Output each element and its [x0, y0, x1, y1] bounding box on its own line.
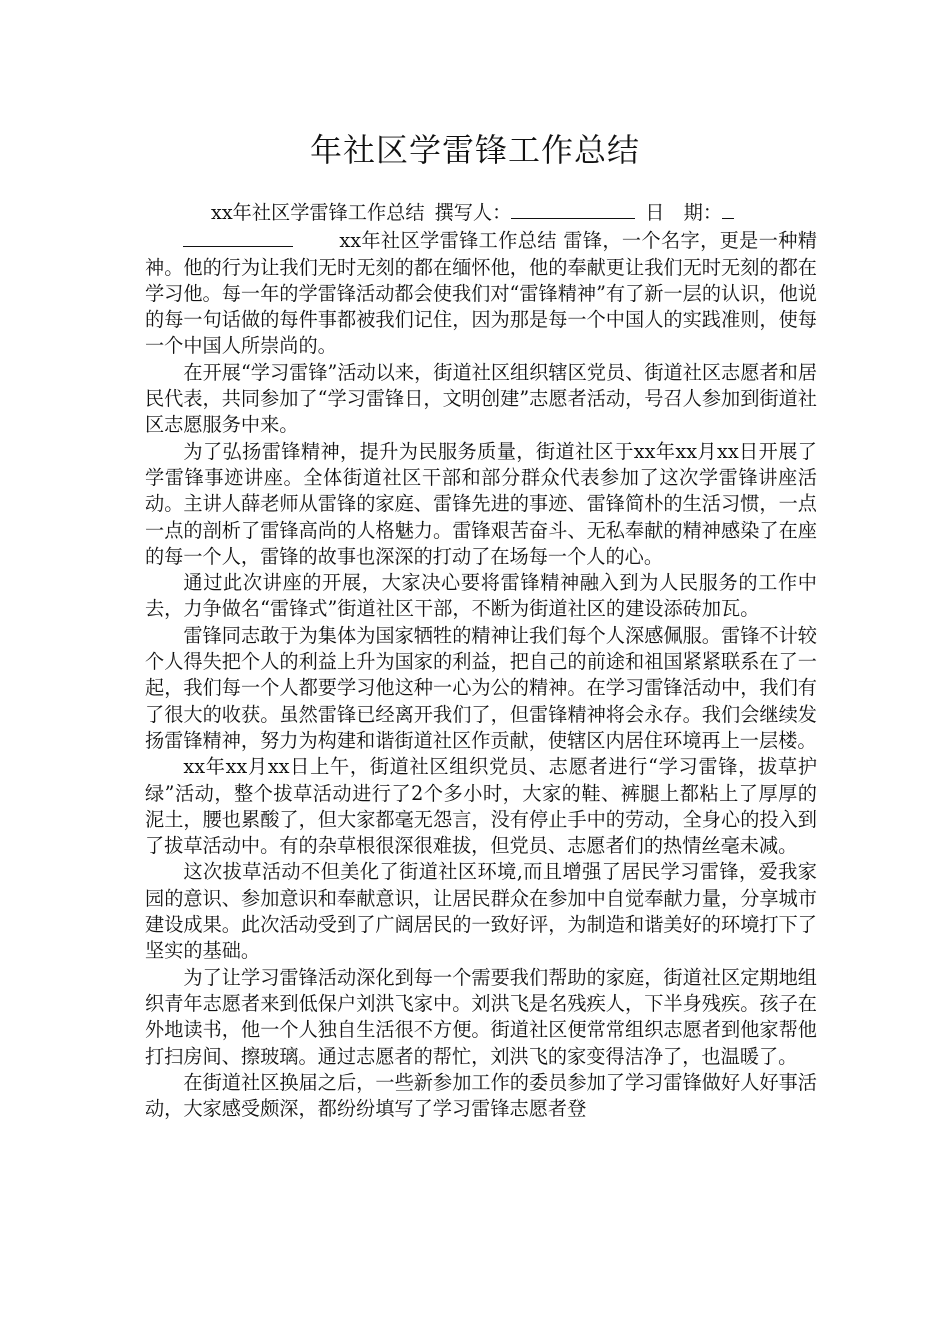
header-subtitle: xx年社区学雷锋工作总结: [211, 201, 425, 224]
document-title: 年社区学雷锋工作总结: [309, 131, 640, 169]
paragraph-8: 为了让学习雷锋活动深化到每一个需要我们帮助的家庭，街道社区定期地组织青年志愿者来到低保户刘洪飞家中。刘洪飞是名残疾人，下半身残疾。孩子在外地读书，他一个人独自生活很不方便。街道社区便常常组织志愿者到他家帮他打扫房间、擦玻璃。通过志愿者的帮忙，刘洪飞的家变得洁净了，也温暖了。: [145, 965, 817, 1068]
author-blank: [511, 198, 635, 219]
paragraph-2: 在开展“学习雷锋”活动以来，街道社区组织辖区党员、街道社区志愿者和居民代表，共同参加了“学习雷锋日，文明创建”志愿者活动，号召人参加到街道社区志愿服务中来。: [145, 360, 818, 437]
paragraph-7: 这次拔草活动不但美化了街道社区环境,而且增强了居民学习雷锋，爱我家园的意识、参加意识和奉献意识，让居民群众在参加中自觉奉献力量，分享城市建设成果。此次活动受到了广阔居民的一致好评，为制造和谐美好的环境打下了坚实的基础。: [145, 860, 817, 963]
paragraph-5: 雷锋同志敢于为集体为国家牺牲的精神让我们每个人深感佩服。雷锋不计较个人得失把个人的利益上升为国家的利益，把自己的前途和祖国紧紧联系在了一起，我们每一个人都要学习他这种一心为公的精神。在学习雷锋活动中，我们有了很大的收获。虽然雷锋已经离开我们了，但雷锋精神将会永存。我们会继续发扬雷锋精神，努力为构建和谐街道社区作贡献，使辖区内居住环境再上一层楼。: [145, 623, 817, 752]
date-label: 日 期：: [645, 201, 723, 224]
paragraph-1: xx年社区学雷锋工作总结 雷锋，一个名字，更是一种精神。他的行为让我们无时无刻的都在缅怀他，他的奉献更让我们无时无刻的都在学习他。每一年的学雷锋活动都会使我们对“雷锋精神”有了新一层的认识，他说的每一句话做的每件事都被我们记住，因为那是每一个中国人的实践准则，使每一个中国人所崇尚的。: [145, 226, 817, 359]
date-blank-continued: [183, 226, 293, 247]
paragraph-9: 在街道社区换届之后，一些新参加工作的委员参加了学习雷锋做好人好事活动，大家感受颇深，都纷纷填写了学习雷锋志愿者登: [145, 1070, 817, 1121]
paragraph-3: 为了弘扬雷锋精神，提升为民服务质量，街道社区于xx年xx月xx日开展了学雷锋事迹讲座。全体街道社区干部和部分群众代表参加了这次学雷锋讲座活动。主讲人薛老师从雷锋的家庭、雷锋先进的事迹、雷锋简朴的生活习惯，一点一点的剖析了雷锋高尚的人格魅力。雷锋艰苦奋斗、无私奉献的精神感染了在座的每一个人，雷锋的故事也深深的打动了在场每一个人的心。: [145, 439, 817, 568]
paragraph-6: xx年xx月xx日上午，街道社区组织党员、志愿者进行“学习雷锋，拔草护绿”活动，整个拔草活动进行了2个多小时，大家的鞋、裤腿上都粘上了厚厚的泥土，腰也累酸了，但大家都毫无怨言，没有停止手中的劳动，全身心的投入到了拔草活动中。有的杂草根很深很难拔，但党员、志愿者们的热情丝毫未减。: [145, 755, 817, 858]
paragraph-4: 通过此次讲座的开展，大家决心要将雷锋精神融入到为人民服务的工作中去，力争做名“雷锋式”街道社区干部，不断为街道社区的建设添砖加瓦。: [145, 571, 817, 621]
author-label: 撰写人：: [434, 201, 512, 224]
date-blank: [722, 198, 734, 219]
document-header-line: [145, 198, 817, 226]
document-body: [145, 198, 817, 1122]
